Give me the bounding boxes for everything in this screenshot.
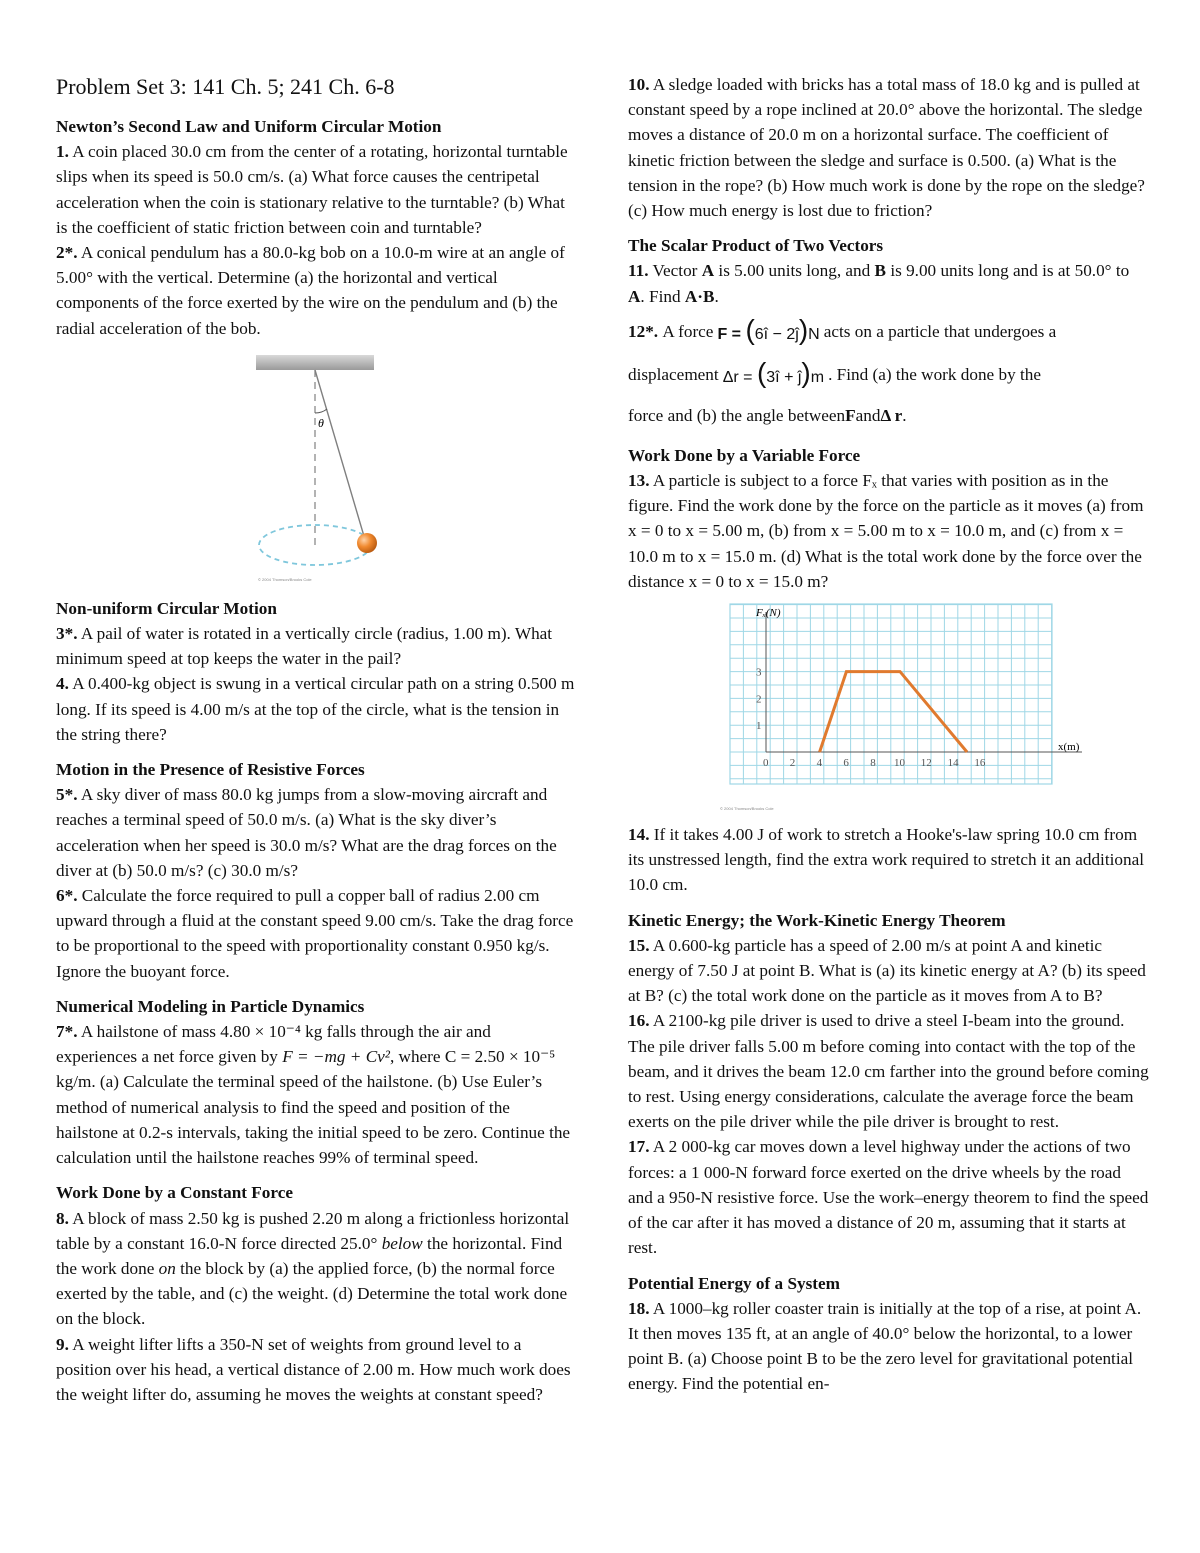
problem-number: 4. [56,674,69,694]
problem-number: 6*. [56,886,78,906]
problem-text: A 2 000-kg car moves down a level highway under the actions of two forces: a 1 000-N forward force exerted on the drive wheels by the road and a 950-N resistive force. Use the work–energy theorem to find the speed of the car after it has moved a distance of 20 m, assuming that it starts at rest. [628,1137,1149,1258]
section-heading: The Scalar Product of Two Vectors [628,236,884,256]
pendulum-wire [315,370,366,543]
section-spring [628,822,1150,898]
problem-1 [56,139,576,240]
force-chart [628,598,1150,822]
section-scalar-product [628,233,1150,433]
problem-text: A block of mass 2.50 kg is pushed 2.20 m along a frictionless horizontal table by a constant 16.0-N force directed 25.0° [56,1208,570,1253]
problem-text: A hailstone of mass 4.80 × 10⁻⁴ kg falls through the air and experiences a net force given by [56,1022,491,1067]
problem-17 [628,1134,1150,1260]
force-vector: F = (6î − 2ĵ)N [717,313,820,345]
vector-a: A [628,286,641,306]
problem-12-line-1 [628,313,1150,352]
problem-text: and [855,405,881,425]
problem-number: 18. [628,1298,650,1318]
x-tick-label: 12 [920,757,932,770]
problem-text: is 9.00 units long and is at 50.0° to [886,261,1130,281]
problem-text: Vector [652,261,702,281]
problem-10 [628,72,1150,223]
problem-14 [628,822,1150,898]
problem-text: the block by (a) the applied force, (b) the normal force exerted by the table, and (c) the weight. (d) Determine the total work done on the block. [56,1258,568,1329]
problem-9 [56,1332,576,1408]
problem-number: 12*. [628,322,659,342]
force-components: 6î − 2ĵ [754,325,799,343]
problem-15 [628,933,1150,1009]
problem-number: 8. [56,1208,69,1228]
problem-12-line-3 [628,399,1150,433]
section-numerical [56,994,576,1170]
emphasis-below: below [381,1233,423,1253]
problem-text: A pail of water is rotated in a vertically circle (radius, 1.00 m). What minimum speed at top keeps the water in the pail? [56,624,553,669]
section-heading: Work Done by a Constant Force [56,1183,293,1203]
problem-text: . Find (a) the work done by the [828,365,1041,385]
force-symbol: F = [717,325,741,343]
section-newton [56,114,576,341]
problem-number: 2*. [56,243,78,263]
section-variable-force [628,443,1150,594]
pendulum-bob [357,533,377,553]
problem-18 [628,1296,1150,1397]
section-potential-energy [628,1271,1150,1397]
problem-text: . Find [640,286,685,306]
problem-text: , where C = 2.50 × 10⁻⁵ kg/m. (a) Calculate the terminal speed of the hailstone. (b) Use Euler’s method of numerical analysis to find the speed and position of the hailstone at 0.2-s intervals, taking the initial speed to be zero. Continue the calculation until the hailstone reaches 99% of terminal speed. [56,1047,571,1168]
problem-text: the horizontal. Find the work done [56,1233,563,1278]
problem-12-line-2 [628,356,1150,395]
problem-number: 10. [628,75,650,94]
figure-credit: © 2004 Thomson/Brooks Cole [720,806,774,812]
dot-product: A·B [684,286,715,306]
ceiling-support [256,355,374,370]
theta-label: θ [318,415,324,430]
section-heading: Non-uniform Circular Motion [56,598,277,618]
problem-13 [628,468,1150,594]
problem-text: acts on a particle that undergoes a [823,322,1057,342]
y-axis-label: Fₓ(N) [756,607,781,620]
problem-number: 17. [628,1137,650,1157]
problem-5 [56,782,576,883]
problem-text: . [902,405,907,425]
problem-number: 9. [56,1334,69,1354]
problem-text: displacement [628,365,719,385]
vector-b: B [874,261,887,281]
problem-text: A force [662,322,714,342]
section-heading: Numerical Modeling in Particle Dynamics [56,996,365,1016]
section-heading: Motion in the Presence of Resistive Forces [56,760,365,780]
problem-7 [56,1019,576,1170]
problem-8 [56,1206,576,1332]
force-symbol: F [845,405,856,425]
problem-text: A coin placed 30.0 cm from the center of a rotating, horizontal turntable slips when its speed is 50.0 cm/s. (a) What force causes the centripetal acceleration when the coin is stationary relative to the turntable? (b) What is the coefficient of static friction between coin and turntable? [56,142,568,237]
displacement-unit: m [810,368,825,386]
section-heading: Potential Energy of a System [628,1273,840,1293]
problem-6 [56,883,576,984]
x-tick-label: 0 [763,757,769,770]
displacement-vector: Δr = (3î + ĵ)m [722,356,825,388]
chart-axes [766,612,1082,752]
x-tick-label: 10 [894,757,905,770]
pendulum-diagram [56,347,576,592]
y-tick-label: 1 [756,720,762,733]
problem-number: 16. [628,1011,650,1031]
problem-number: 11. [628,261,649,281]
problem-text: A 2100-kg pile driver is used to drive a steel I-beam into the ground. The pile driver falls 5.00 m before coming into contact with the top of the beam, and it drives the beam 12.0 cm farther into the ground before coming to rest. Using energy considerations, calculate the average force the beam exerts on the pile driver while the pile driver is brought to rest. [628,1011,1149,1132]
section-kinetic-energy [628,908,1150,1261]
displacement-components: 3î + ĵ [766,368,802,386]
section-heading: Kinetic Energy; the Work-Kinetic Energy Theorem [628,910,1006,930]
problem-text: A 0.400-kg object is swung in a vertical circular path on a string 0.500 m long. If its speed is 4.00 m/s at the top of the circle, what is the tension in the string there? [56,674,575,744]
problem-number: 5*. [56,785,78,805]
net-force-equation: F = −mg + Cv² [282,1047,390,1067]
problem-text: force and (b) the angle between [628,405,846,425]
x-tick-label: 4 [816,757,823,770]
problem-number: 7*. [56,1022,78,1042]
problem-2 [56,240,576,341]
y-tick-label: 2 [756,693,762,706]
problem-text: If it takes 4.00 J of work to stretch a Hooke's-law spring 10.0 cm from its unstressed length, find the extra work required to stretch it an additional 10.0 cm. [628,825,1144,895]
section-constant-force [56,1180,576,1407]
right-column [628,72,1150,1407]
problem-text: A particle is subject to a force Fₓ that varies with position as in the figure. Find the work done by the force on the particle as it moves (a) from x = 0 to x = 5.00 m, (b) from x = 5.00 m to x = 10.0 m, and (c) from x = 10.0 m to x = 15.0 m. (d) What is the total work done by the force over the distance x = 0 to x = 15.0 m? [628,471,1144,591]
x-tick-label: 2 [789,757,796,770]
y-tick-label: 3 [756,666,762,679]
emphasis-on: on [158,1258,176,1278]
problem-text: Calculate the force required to pull a copper ball of radius 2.00 cm upward through a fluid at the constant speed 9.00 cm/s. Take the drag force to be proportional to the speed with proportionality constant 0.950 kg/s. Ignore the buoyant force. [56,886,574,981]
problem-text: A conical pendulum has a 80.0-kg bob on a 10.0-m wire at an angle of 5.00° with the vertical. Determine (a) the horizontal and vertical components of the force exerted by the wire on the pendulum and (b) the radial acceleration of the bob. [56,243,565,338]
x-tick-label: 6 [843,757,849,770]
problem-number: 14. [628,825,650,845]
problem-3 [56,621,576,671]
displacement-symbol: Δr = [722,368,753,386]
problem-number: 3*. [56,624,78,644]
section-heading: Newton’s Second Law and Uniform Circular Motion [56,117,442,136]
section-resistive [56,757,576,984]
problem-number: 1. [56,142,69,162]
vector-a: A [701,261,715,281]
problem-12 [628,313,1150,433]
problem-11 [628,258,1150,308]
chart-grid [730,604,1052,784]
angle-arc [315,409,327,413]
problem-number: 13. [628,471,650,491]
problem-text: A sledge loaded with bricks has a total mass of 18.0 kg and is pulled at constant speed by a rope inclined at 20.0° above the horizontal. The sledge moves a distance of 20.0 m on a horizontal surface. The coefficient of kinetic friction between the sledge and surface is 0.500. (a) What is the tension in the rope? (b) How much work is done by the rope on the sledge? (c) How much energy is lost due to friction? [628,75,1145,221]
conical-pendulum-figure [56,347,576,592]
problem-number: 15. [628,935,650,955]
left-column [56,114,576,1417]
problem-text: is 5.00 units long, and [714,261,875,281]
section-nonuniform [56,596,576,747]
section-heading: Work Done by a Variable Force [628,445,861,465]
x-tick-label: 8 [870,757,876,770]
problem-text: A 0.600-kg particle has a speed of 2.00 m/s at point A and kinetic energy of 7.50 J at point B. What is (a) its kinetic energy at A? (b) its speed at B? (c) the total work done on the particle as it moves from A to B? [628,935,1146,1006]
figure-credit: © 2004 Thomson/Brooks Cole [258,576,312,582]
problem-text: A weight lifter lifts a 350-N set of weights from ground level to a position over his head, a vertical distance of 2.00 m. How much work does the weight lifter do, assuming he moves the weights at constant speed? [56,1334,571,1404]
force-position-graph [628,598,1150,822]
force-unit: N [808,325,820,343]
x-axis-label: x(m) [1058,741,1080,754]
chart-ticks [756,667,986,769]
problem-text: A sky diver of mass 80.0 kg jumps from a slow-moving aircraft and reaches a terminal speed of 50.0 m/s. (a) What is the sky diver’s acceleration when her speed is 30.0 m/s? What are the drag forces on the diver at (b) 50.0 m/s? (c) 30.0 m/s? [56,785,557,880]
problem-text: A 1000–kg roller coaster train is initially at the top of a rise, at point A. It then moves 135 ft, at an angle of 40.0° below the horizontal, to a lower point B. (a) Choose point B to be the zero level for gravitational potential energy. Find the potential en- [628,1298,1142,1394]
page-title: Problem Set 3: 141 Ch. 5; 241 Ch. 6-8 [56,74,395,99]
problem-16 [628,1008,1150,1134]
section-sledge [628,72,1150,223]
x-tick-label: 14 [947,757,959,770]
x-tick-label: 16 [974,757,986,770]
problem-4 [56,671,576,747]
problem-text: . [714,286,719,306]
displacement-symbol: Δ r [880,405,903,425]
